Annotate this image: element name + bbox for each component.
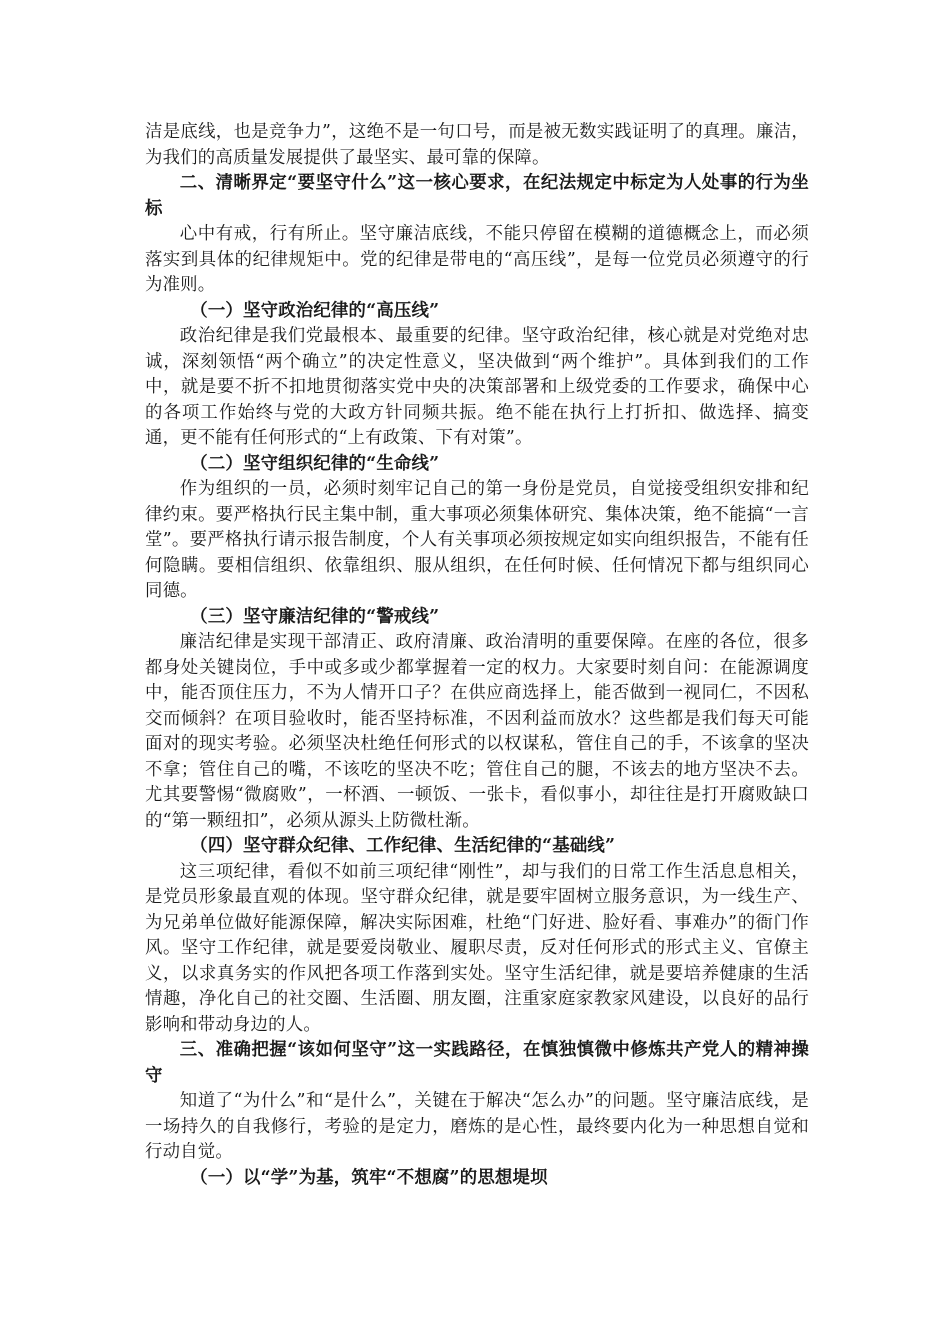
section-heading-3: 三、准确把握“该如何坚守”这一实践路径，在慎独慎微中修炼共产党人的精神操守 — [145, 1040, 809, 1086]
paragraph-section-2-intro: 心中有戒，行有所止。坚守廉洁底线，不能只停留在模糊的道德概念上，而必须落实到具体的纪律规矩中。党的纪律是带电的“高压线”，是每一位党员必须遵守的行为准则。 — [145, 224, 809, 295]
subheading-organizational-discipline: （二）坚守组织纪律的“生命线” — [190, 453, 440, 474]
paragraph-organizational-discipline: 作为组织的一员，必须时刻牢记自己的第一身份是党员，自觉接受组织安排和纪律约束。要严格执行民主集中制，重大事项必须集体研究、集体决策，绝不能搞“一言堂”。要严格执行请示报告制度，个人有关事项必须按规定如实向组织报告，不能有任何隐瞒。要相信组织、依靠组织、服从组织，在任何时候、任何情况下都与组织同心同德。 — [145, 479, 809, 601]
paragraph-section-3-intro: 知道了“为什么”和“是什么”，关键在于解决“怎么办”的问题。坚守廉洁底线，是一场持久的自我修行，考验的是定力，磨炼的是心性，最终要内化为一种思想自觉和行动自觉。 — [145, 1091, 809, 1162]
paragraph-mass-work-life-discipline: 这三项纪律，看似不如前三项纪律“刚性”，却与我们的日常工作生活息息相关，是党员形象最直观的体现。坚守群众纪律，就是要牢固树立服务意识，为一线生产、为兄弟单位做好能源保障，解决实际困难，杜绝“门好进、脸好看、事难办”的衙门作风。坚守工作纪律，就是要爱岗敬业、履职尽责，反对任何形式的形式主义、官僚主义，以求真务实的作风把各项工作落到实处。坚守生活纪律，就是要培养健康的生活情趣，净化自己的社交圈、生活圈、朋友圈，注重家庭家教家风建设，以良好的品行影响和带动身边的人。 — [145, 861, 809, 1035]
subheading-mass-work-life-discipline: （四）坚守群众纪律、工作纪律、生活纪律的“基础线” — [190, 836, 616, 856]
section-heading-2: 二、清晰界定“要坚守什么”这一核心要求，在纪法规定中标定为人处事的行为坐标 — [145, 173, 809, 219]
paragraph-intro-continuation: 洁是底线，也是竞争力”，这绝不是一句口号，而是被无数实践证明了的真理。廉洁，为我们的高质量发展提供了最坚实、最可靠的保障。 — [145, 122, 809, 168]
document-page — [145, 120, 809, 1191]
subheading-study-foundation: （一）以“学”为基，筑牢“不想腐”的思想堤坝 — [190, 1167, 548, 1188]
subheading-political-discipline: （一）坚守政治纪律的“高压线” — [190, 300, 440, 321]
subheading-integrity-discipline: （三）坚守廉洁纪律的“警戒线” — [190, 606, 440, 627]
paragraph-political-discipline: 政治纪律是我们党最根本、最重要的纪律。坚守政治纪律，核心就是对党绝对忠诚，深刻领悟“两个确立”的决定性意义，坚决做到“两个维护”。具体到我们的工作中，就是要不折不扣地贯彻落实党中央的决策部署和上级党委的工作要求，确保中心的各项工作始终与党的大政方针同频共振。绝不能在执行上打折扣、做选择、搞变通，更不能有任何形式的“上有政策、下有对策”。 — [145, 326, 809, 448]
paragraph-integrity-discipline: 廉洁纪律是实现干部清正、政府清廉、政治清明的重要保障。在座的各位，很多都身处关键岗位，手中或多或少都掌握着一定的权力。大家要时刻自问：在能源调度中，能否顶住压力，不为人情开口子？在供应商选择上，能否做到一视同仁，不因私交而倾斜？在项目验收时，能否坚持标准，不因利益而放水？这些都是我们每天可能面对的现实考验。必须坚决杜绝任何形式的以权谋私，管住自己的手，不该拿的坚决不拿；管住自己的嘴，不该吃的坚决不吃；管住自己的腿，不该去的地方坚决不去。尤其要警惕“微腐败”，一杯酒、一顿饭、一张卡，看似事小，却往往是打开腐败缺口的“第一颗纽扣”，必须从源头上防微杜渐。 — [145, 632, 809, 831]
